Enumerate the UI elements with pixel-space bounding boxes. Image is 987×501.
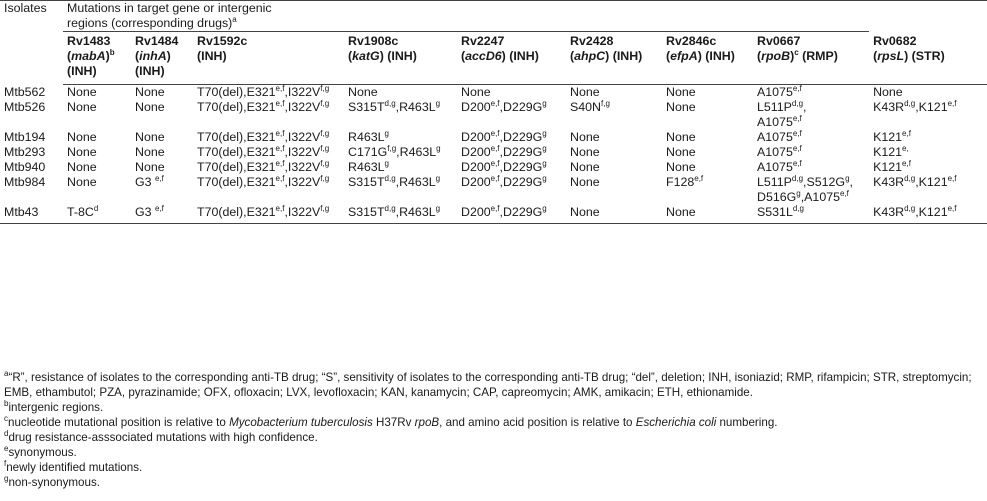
cell-efpa: None <box>662 205 753 224</box>
cell-ahpc: $S40N^{f,g}$ <box>570 99 610 114</box>
col-header-rv0682: Rv0682 (rpsL) (STR) <box>869 32 987 85</box>
cell-rpob: A1075$^{e,f}$ <box>757 129 802 144</box>
cell-accd6: $D200^{e,f},D229G^g$ <box>461 144 547 159</box>
cell-rv1592c: $T70(del),E321^{e,f},I322V^{f,g}$ <box>197 159 330 174</box>
header-isolates: Isolates <box>0 1 63 85</box>
cell-maba: None <box>67 175 97 189</box>
cell-rv1592c: $T70(del),E321^{e,f},I322V^{f,g}$ <box>193 205 344 224</box>
cell-katg: $R463L^g$ <box>348 159 389 174</box>
cell-rpob: A1075$^{e,f}$ <box>757 84 802 99</box>
col-header-rv1483: Rv1483 (mabA)$^b$ (INH) <box>63 32 131 85</box>
cell-accd6: $D200^{e,f},D229G^g$ <box>457 205 566 224</box>
cell-maba: None <box>67 160 97 174</box>
col-header-rv0667: Rv0667 (rpoB)$^c$ (RMP) <box>753 32 869 85</box>
table-row <box>0 160 987 175</box>
cell-ahpc: None <box>570 130 600 144</box>
cell-ahpc: None <box>570 160 600 174</box>
cell-rpsl: $K43R^{d,g},K121^{e,f}$ <box>869 205 987 224</box>
cell-rpsl: K121$^{e,f}$ <box>873 129 911 144</box>
cell-rpsl: $K121^{e,}$ <box>873 144 909 159</box>
cell-isolate: Mtb194 <box>4 130 46 144</box>
footnote-a: $^a$“R”, resistance of isolates to the corresponding anti-TB drug; “S”, sensitivity of isolates to the corresponding anti-TB drug; “del”, deletion; INH, isoniazid; RMP, rifampicin; STR, streptomycin; EMB, ethambutol; PZA, pyrazinamide; OFX, ofloxacin; LVX, levofloxacin; KAN, kanamycin; CAP, capreomycin; AMK, amikacin; ETH, ethionamide. <box>4 369 972 399</box>
footnote-e: $^e$synonymous. <box>4 444 77 459</box>
cell-rpob: $S531L^{d,g}$ <box>753 205 869 224</box>
cell-rv1592c: $T70(del),E321^{e,f},I322V^{f,g}$ <box>197 144 330 159</box>
cell-ahpc: None <box>566 205 662 224</box>
cell-isolate: Mtb293 <box>4 145 46 159</box>
table-body <box>0 85 987 224</box>
cell-maba: None <box>67 145 97 159</box>
cell-maba: None <box>67 100 97 114</box>
group-title-line2: regions (corresponding drugs) <box>67 16 233 30</box>
cell-inha: None <box>135 100 165 114</box>
cell-efpa: None <box>666 85 696 99</box>
footnote-c: $^c$nucleotide mutational position is relative to Mycobacterium tuberculosis H37Rv rpoB, and amino acid position is relative to Escherichia coli numbering. <box>4 414 778 429</box>
cell-accd6: $D200^{e,f},D229G^g$ <box>461 129 547 144</box>
table-row <box>0 145 987 160</box>
cell-rv1592c: $T70(del),E321^{e,f},I322V^{f,g}$ <box>197 99 330 114</box>
table-row <box>0 175 987 205</box>
cell-efpa: None <box>666 145 696 159</box>
table-row <box>0 85 987 101</box>
group-title-footnote-mark: a <box>232 15 237 24</box>
cell-inha: None <box>135 85 165 99</box>
cell-isolate: Mtb940 <box>4 160 46 174</box>
table-row <box>0 205 987 224</box>
cell-rv1592c: $T70(del),E321^{e,f},I322V^{f,g}$ <box>197 84 330 99</box>
footnote-g: $^g$non-synonymous. <box>4 474 100 489</box>
cell-maba: None <box>67 130 97 144</box>
cell-rv1592c: $T70(del),E321^{e,f},I322V^{f,g}$ <box>197 174 330 189</box>
mutation-table <box>0 0 987 224</box>
cell-inha: None <box>135 130 165 144</box>
cell-katg: None <box>348 85 378 99</box>
cell-ahpc: None <box>570 145 600 159</box>
group-header <box>63 1 869 32</box>
col-header-rv2428: Rv2428 (ahpC) (INH) <box>566 32 662 85</box>
cell-rv1592c: $T70(del),E321^{e,f},I322V^{f,g}$ <box>197 129 330 144</box>
cell-inha: None <box>135 145 165 159</box>
cell-katg: $R463L^g$ <box>348 129 389 144</box>
cell-inha: G3 $^{e,f}$ <box>131 205 193 224</box>
cell-rpob: A1075$^{e,f}$ <box>757 144 802 159</box>
cell-rpsl: $K43R^{d,g},K121^{e,f}$ <box>873 174 957 189</box>
cell-isolate: Mtb984 <box>4 175 46 189</box>
group-title-line1: Mutations in target gene or intergenic <box>67 1 272 15</box>
cell-accd6: $D200^{e,f},D229G^g$ <box>461 159 547 174</box>
cell-efpa: None <box>666 130 696 144</box>
cell-maba: None <box>67 85 97 99</box>
table-row <box>0 100 987 130</box>
cell-ahpc: None <box>570 85 600 99</box>
col-header-rv1484: Rv1484 (inhA) (INH) <box>131 32 193 85</box>
cell-katg: $S315T^{d,g},R463L^g$ <box>344 205 457 224</box>
cell-maba: $T-8C^d$ <box>63 205 131 224</box>
cell-rpsl: K121$^{e,f}$ <box>873 159 911 174</box>
cell-katg: $S315T^{d,g},R463L^g$ <box>348 99 441 114</box>
cell-efpa: F128$^{e,f}$ <box>666 174 704 189</box>
cell-efpa: None <box>666 160 696 174</box>
cell-accd6: None <box>461 85 491 99</box>
col-header-rv1592c: Rv1592c (INH) <box>193 32 344 85</box>
table-row <box>0 130 987 145</box>
cell-isolate: Mtb562 <box>4 84 46 99</box>
cell-accd6: $D200^{e,f},D229G^g$ <box>461 99 547 114</box>
cell-isolate: Mtb43 <box>0 205 63 224</box>
cell-rpob: $L511P^{d,g},S512G^g$, $D516G^g,A1075^{e,f}$ <box>757 174 853 204</box>
cell-katg: $C171G^{f,g},R463L^g$ <box>348 144 441 159</box>
footnote-d: $^d$drug resistance-asssociated mutations with high confidence. <box>4 429 318 444</box>
cell-rpob: $L511P^{d,g}$, A1075$^{e,f}$ <box>757 99 807 129</box>
footnote-f: $^f$newly identified mutations. <box>4 459 143 474</box>
cell-rpsl: None <box>873 85 903 99</box>
cell-inha: None <box>135 160 165 174</box>
col-header-rv2846c: Rv2846c (efpA) (INH) <box>662 32 753 85</box>
cell-rpsl: $K43R^{d,g},K121^{e,f}$ <box>873 99 957 114</box>
cell-rpob: A1075$^{e,f}$ <box>757 159 802 174</box>
cell-inha: G3 $^{e,f}$ <box>135 174 164 189</box>
col-header-rv1908c: Rv1908c (katG) (INH) <box>344 32 457 85</box>
cell-efpa: None <box>666 100 696 114</box>
footnotes <box>4 370 979 490</box>
cell-isolate: Mtb526 <box>4 100 46 114</box>
cell-accd6: $D200^{e,f},D229G^g$ <box>461 174 547 189</box>
cell-katg: $S315T^{d,g},R463L^g$ <box>348 174 441 189</box>
cell-ahpc: None <box>570 175 600 189</box>
footnote-b: $^b$intergenic regions. <box>4 399 104 414</box>
col-header-rv2247: Rv2247 (accD6) (INH) <box>457 32 566 85</box>
